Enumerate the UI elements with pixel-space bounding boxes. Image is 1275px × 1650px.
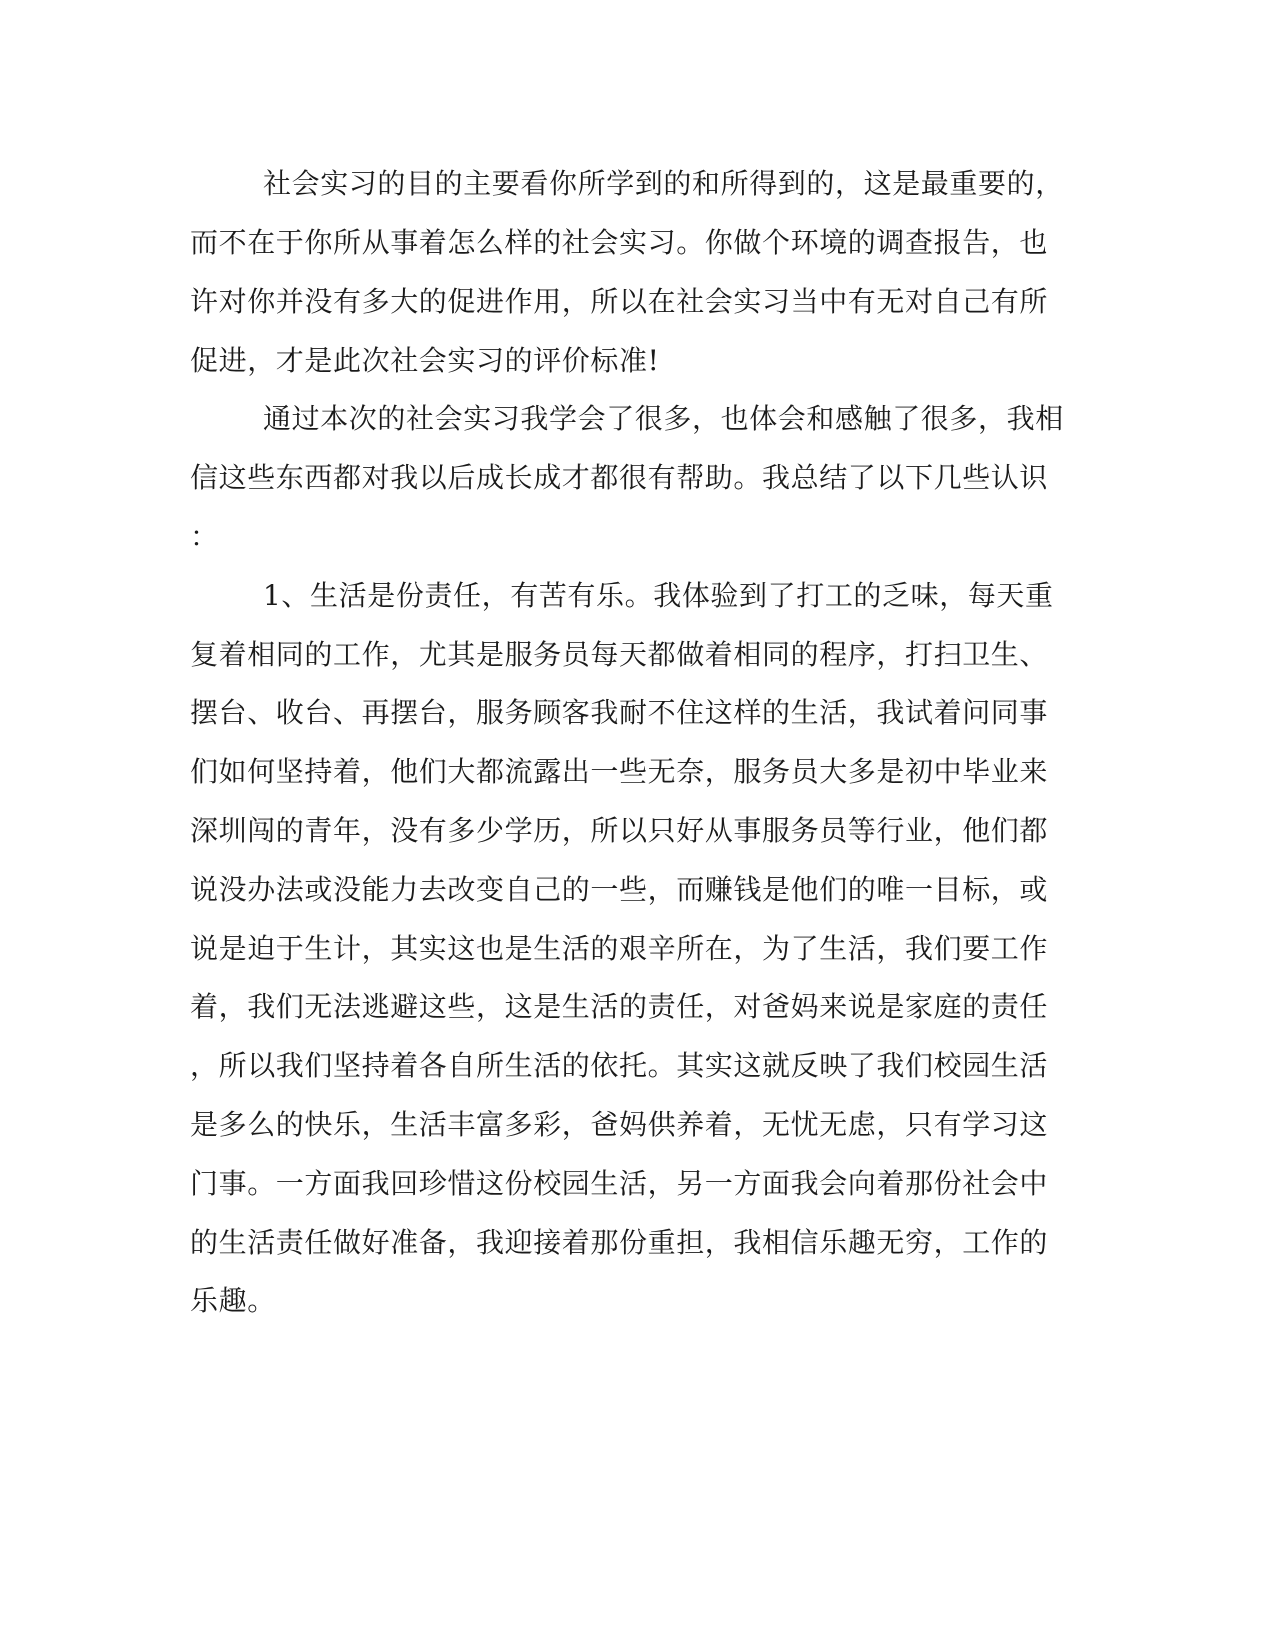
paragraph-3-line-5: 深圳闯的青年，没有多少学历，所以只好从事服务员等行业，他们都 (190, 814, 1049, 847)
paragraph-3-line-4: 们如何坚持着，他们大都流露出一些无奈，服务员大多是初中毕业来 (190, 755, 1049, 788)
paragraph-1-line-4: 促进，才是此次社会实习的评价标准! (190, 344, 660, 377)
paragraph-3-line-11: 门事。一方面我回珍惜这份校园生活，另一方面我会向着那份社会中 (190, 1167, 1049, 1200)
paragraph-3-line-10: 是多么的快乐，生活丰富多彩，爸妈供养着，无忧无虑，只有学习这 (190, 1108, 1049, 1141)
paragraph-3-line-12: 的生活责任做好准备，我迎接着那份重担，我相信乐趣无穷，工作的 (190, 1226, 1049, 1259)
paragraph-1-line-1: 社会实习的目的主要看你所学到的和所得到的，这是最重要的， (263, 167, 1064, 200)
paragraph-2-line-1: 通过本次的社会实习我学会了很多，也体会和感触了很多，我相 (263, 402, 1064, 435)
paragraph-3-line-9: ，所以我们坚持着各自所生活的依托。其实这就反映了我们校园生活 (190, 1049, 1049, 1082)
paragraph-2-line-2: 信这些东西都对我以后成长成才都很有帮助。我总结了以下几些认识 (190, 461, 1049, 494)
paragraph-3-line-1: 1、生活是份责任，有苦有乐。我体验到了打工的乏味，每天重 (263, 579, 1054, 612)
paragraph-3-line-7: 说是迫于生计，其实这也是生活的艰辛所在，为了生活，我们要工作 (190, 932, 1049, 965)
paragraph-3-line-2: 复着相同的工作，尤其是服务员每天都做着相同的程序，打扫卫生、 (190, 638, 1049, 671)
paragraph-1-line-3: 许对你并没有多大的促进作用，所以在社会实习当中有无对自己有所 (190, 285, 1049, 318)
paragraph-3-line-13: 乐趣。 (190, 1284, 276, 1317)
paragraph-2-line-3: ： (190, 520, 219, 553)
paragraph-1-line-2: 而不在于你所从事着怎么样的社会实习。你做个环境的调查报告，也 (190, 226, 1049, 259)
paragraph-3-line-6: 说没办法或没能力去改变自己的一些，而赚钱是他们的唯一目标，或 (190, 873, 1049, 906)
paragraph-3-line-8: 着，我们无法逃避这些，这是生活的责任，对爸妈来说是家庭的责任 (190, 990, 1049, 1023)
paragraph-3-line-3: 摆台、收台、再摆台，服务顾客我耐不住这样的生活，我试着问同事 (190, 696, 1049, 729)
